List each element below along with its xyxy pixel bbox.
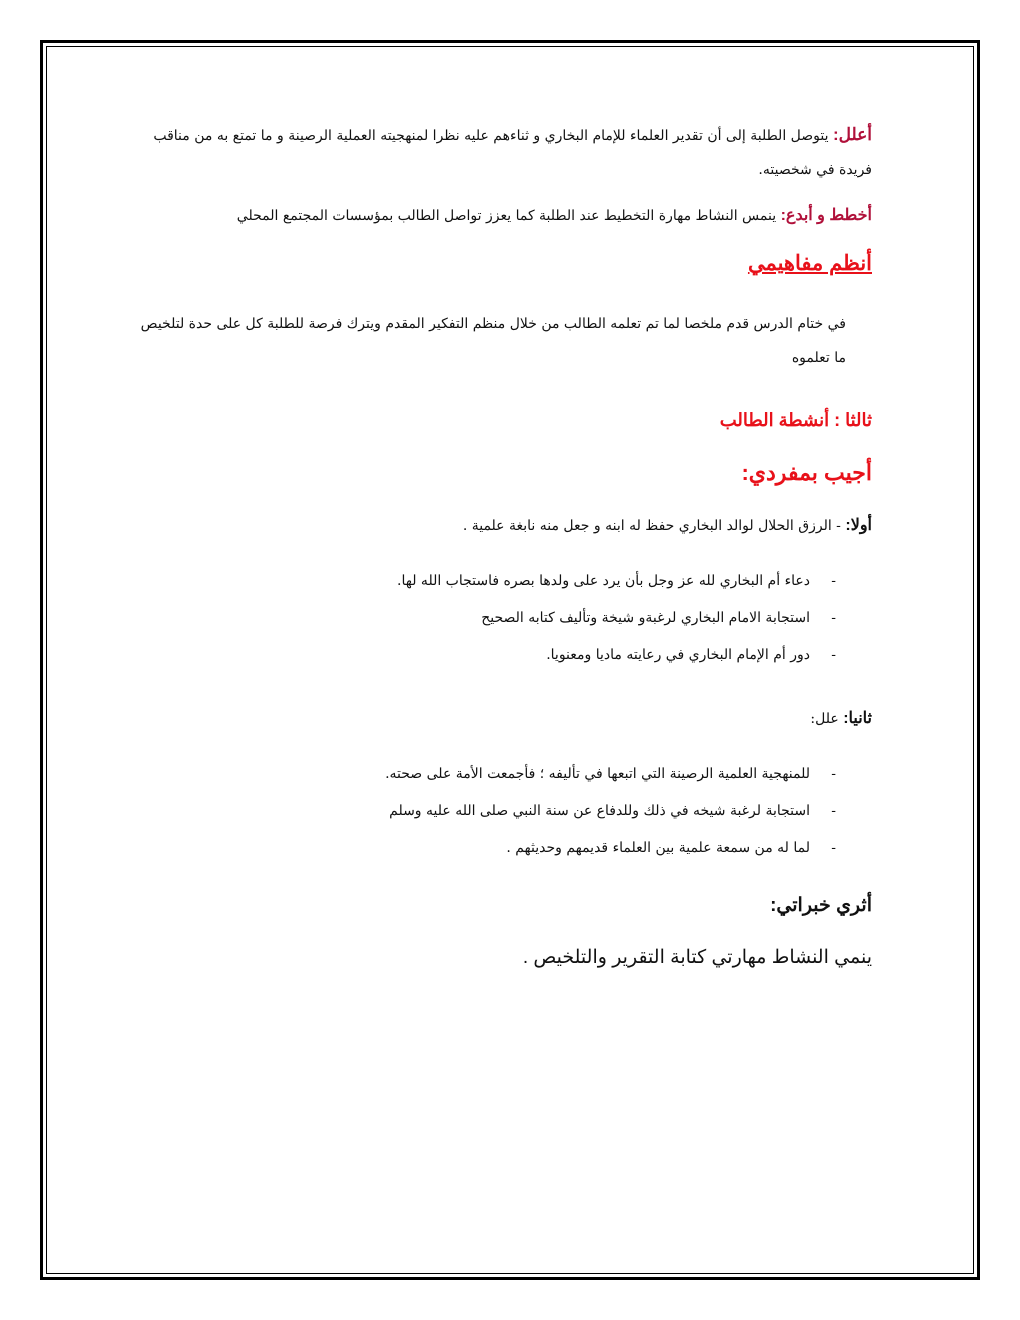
first-answer [140, 511, 872, 541]
list-item: - دور أم الإمام البخاري في رعايته ماديا ومعنويا. [140, 637, 872, 674]
dash-bullet: - [831, 840, 836, 856]
dash-bullet: - [831, 803, 836, 819]
first-text: - الرزق الحلال لوالد البخاري حفظ له ابنه و جعل منه نابغة علمية . [462, 518, 841, 534]
dash-bullet: - [831, 647, 836, 663]
list-item: - استجابة لرغبة شيخه في ذلك وللدفاع عن سنة النبي صلى الله عليه وسلم [140, 793, 872, 830]
list-item: - لما له من سمعة علمية بين العلماء قديمهم وحديثهم . [140, 830, 872, 867]
list-item: - دعاء أم البخاري لله عز وجل بأن يرد على ولدها بصره فاستجاب الله لها. [140, 563, 872, 600]
answer-heading: أجيب بمفردي: [741, 460, 872, 485]
enrich-text: ينمي النشاط مهارتي كتابة التقرير والتلخيص . [522, 947, 872, 968]
dash-bullet: - [831, 573, 836, 589]
explain-text: يتوصل الطلبة إلى أن تقدير العلماء للإمام البخاري و ثناءهم عليه نظرا لمنهجيته العملية الرصينة و ما تمتع به من مناقب فريدة في شخصيته. [153, 128, 872, 178]
dash-bullet: - [831, 766, 836, 782]
enrich-heading: أثري خبراتي: [770, 895, 872, 916]
concepts-text: في ختام الدرس قدم ملخصا لما تم تعلمه الطالب من خلال منظم التفكير المقدم ويترك فرصة للطلبة كل على حدة لتلخيص ما تعلموه [140, 316, 846, 366]
list-item: - للمنهجية العلمية الرصينة التي اتبعها في تأليفه ؛ فأجمعت الأمة على صحته. [140, 756, 872, 793]
document-body [140, 118, 872, 975]
second-text: علل: [810, 711, 839, 727]
plan-paragraph [140, 199, 872, 233]
activities-heading: ثالثا : أنشطة الطالب [719, 410, 872, 430]
list-item: - استجابة الامام البخاري لرغبةو شيخة وتأليف كتابه الصحيح [140, 600, 872, 637]
second-label: ثانيا: [843, 710, 872, 727]
plan-text: ينمس النشاط مهارة التخطيط عند الطلبة كما يعزز تواصل الطالب بمؤسسات المجتمع المحلي [236, 208, 777, 224]
concepts-heading: أنظم مفاهيمي [747, 252, 872, 275]
second-answer [140, 704, 872, 734]
explain-paragraph [140, 118, 872, 187]
explain-label: أعلل: [832, 125, 872, 144]
first-label: أولا: [845, 517, 872, 534]
dash-bullet: - [831, 610, 836, 626]
second-answer-list [140, 756, 872, 867]
plan-label: أخطط و أبدع: [780, 207, 872, 224]
first-answer-list [140, 563, 872, 674]
